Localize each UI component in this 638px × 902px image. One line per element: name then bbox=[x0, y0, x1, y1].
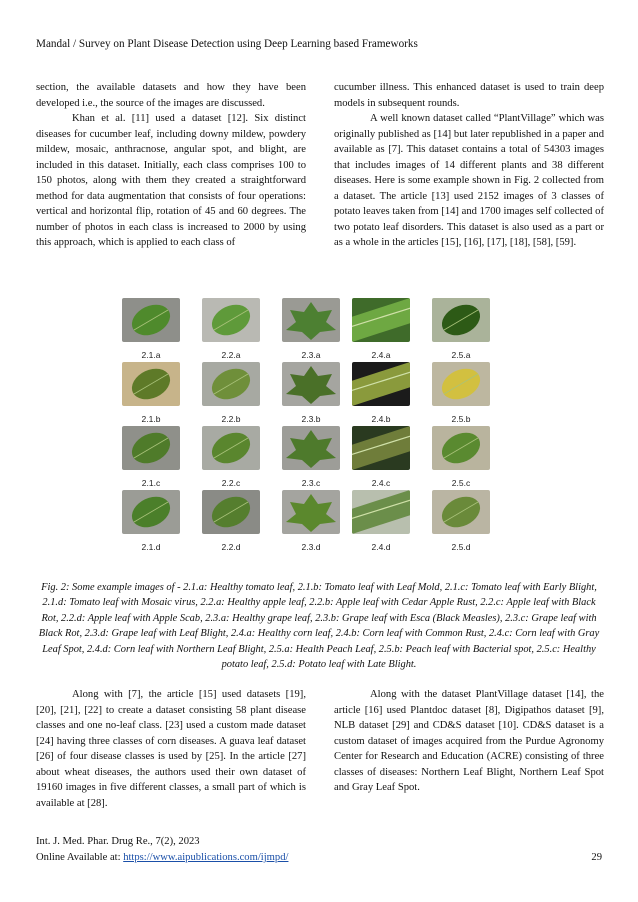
leaf-image-label: 2.4.b bbox=[371, 414, 391, 424]
footer-journal: Int. J. Med. Phar. Drug Re., 7(2), 2023 bbox=[36, 836, 200, 847]
leaf-image-label: 2.3.a bbox=[301, 350, 321, 360]
text-column-left-bottom bbox=[36, 687, 306, 811]
leaf-image bbox=[432, 490, 490, 534]
leaf-image-label: 2.4.a bbox=[371, 350, 391, 360]
leaf-image-label: 2.3.b bbox=[301, 414, 321, 424]
page-number: 29 bbox=[591, 852, 602, 863]
footer-online bbox=[36, 852, 288, 863]
leaf-image-label: 2.5.b bbox=[451, 414, 471, 424]
leaf-image bbox=[352, 490, 410, 534]
leaf-image-label: 2.5.a bbox=[451, 350, 471, 360]
leaf-image bbox=[432, 426, 490, 470]
leaf-image bbox=[352, 298, 410, 342]
leaf-image bbox=[282, 490, 340, 534]
running-header: Mandal / Survey on Plant Disease Detection using Deep Learning based Frameworks bbox=[36, 38, 418, 50]
leaf-image bbox=[352, 426, 410, 470]
leaf-image bbox=[202, 490, 260, 534]
paragraph: section, the available datasets and how they have been developed i.e., the source of the images are discussed. bbox=[36, 82, 306, 109]
leaf-image-label: 2.1.d bbox=[141, 542, 161, 552]
leaf-image-label: 2.2.a bbox=[221, 350, 241, 360]
leaf-image bbox=[122, 490, 180, 534]
paragraph: A well known dataset called “PlantVillage” which was originally published as [14] but later republished in a paper and available as [7]. This dataset contains a total of 54303 images that includes images of 14 different plants and 38 different diseases. Here is some example shown in Fig. 2 collected from a dataset. The article [13] used 2152 images of 3 classes of potato leaves taken from [14] and 1700 images self collected of two potato leaf disorders. This dataset is also used as a part or as a whole in the articles [15], [16], [17], [18], [58], [59]. bbox=[334, 113, 604, 248]
journal-link[interactable]: https://www.aipublications.com/ijmpd/ bbox=[123, 852, 289, 863]
text-column-right-top bbox=[334, 80, 604, 251]
leaf-image bbox=[282, 298, 340, 342]
leaf-image bbox=[282, 362, 340, 406]
footer-online-label: Online Available at: bbox=[36, 852, 121, 863]
leaf-image bbox=[202, 426, 260, 470]
leaf-image bbox=[352, 362, 410, 406]
leaf-image bbox=[122, 298, 180, 342]
leaf-image-label: 2.3.c bbox=[301, 478, 321, 488]
text-column-right-bottom bbox=[334, 687, 604, 796]
leaf-image bbox=[202, 362, 260, 406]
leaf-image bbox=[432, 362, 490, 406]
leaf-image-label: 2.1.a bbox=[141, 350, 161, 360]
leaf-image bbox=[282, 426, 340, 470]
leaf-image bbox=[122, 362, 180, 406]
leaf-image-label: 2.2.b bbox=[221, 414, 241, 424]
leaf-image bbox=[432, 298, 490, 342]
leaf-image-label: 2.1.b bbox=[141, 414, 161, 424]
paragraph: Along with [7], the article [15] used datasets [19], [20], [21], [22] to create a dataset consisting 58 plant disease classes and one no-leaf class. [23] used a custom made dataset [24] having three classes of corn diseases. A guava leaf dataset [26] of four disease classes is used by [25]. In the article [27] about wheat diseases, the authors used their own dataset of 19160 images in five different classes, a small part of which is available at [28]. bbox=[36, 689, 306, 809]
paragraph: Khan et al. [11] used a dataset [12]. Six distinct diseases for cucumber leaf, including downy mildew, powdery mildew, mosaic, anthracnose, angular spot, and blight, are included in this dataset. Initially, each class comprises 100 to 150 photos, along with them they created a straightforward method for data augmentation that consists of four operations: vertical and horizontal flip, rotation of 45 and 60 degrees. The number of photos in each class is increased to 2000 by using this approach, which is applied to each class of bbox=[36, 113, 306, 248]
leaf-image-label: 2.5.c bbox=[451, 478, 471, 488]
leaf-image-label: 2.1.c bbox=[141, 478, 161, 488]
leaf-image bbox=[122, 426, 180, 470]
paragraph: cucumber illness. This enhanced dataset is used to train deep models in subsequent rounds. bbox=[334, 82, 604, 109]
leaf-image-label: 2.4.c bbox=[371, 478, 391, 488]
text-column-left-top bbox=[36, 80, 306, 251]
leaf-image-label: 2.2.d bbox=[221, 542, 241, 552]
figure-leaf-grid bbox=[110, 296, 530, 558]
leaf-image-label: 2.3.d bbox=[301, 542, 321, 552]
leaf-image-label: 2.5.d bbox=[451, 542, 471, 552]
leaf-image-label: 2.4.d bbox=[371, 542, 391, 552]
leaf-image-label: 2.2.c bbox=[221, 478, 241, 488]
leaf-image bbox=[202, 298, 260, 342]
figure-caption: Fig. 2: Some example images of - 2.1.a: Healthy tomato leaf, 2.1.b: Tomato leaf with Leaf Mold, 2.1.c: Tomato leaf with Early Blight, 2.1.d: Tomato leaf with Mosaic virus, 2.2.a: Healthy apple leaf, 2.2.b: Apple leaf with Cedar Apple Rust, 2.2.c: Apple leaf with Black Rot, 2.2.d: Apple leaf with Apple Scab, 2.3.a: Healthy grape leaf, 2.3.b: Grape leaf with Esca (Black Measles), 2.3.c: Grape leaf with Black Rot, 2.3.d: Grape leaf with Leaf Blight, 2.4.a: Healthy corn leaf, 2.4.b: Corn leaf with Common Rust, 2.4.c: Corn leaf with Gray Leaf Spot, 2.4.d: Corn leaf with Northern Leaf Blight, 2.5.a: Health Peach Leaf, 2.5.b: Peach leaf with Bacterial spot, 2.5.c: Healthy potato leaf, 2.5.d: Potato leaf with Late Blight. bbox=[38, 582, 600, 671]
paragraph: Along with the dataset PlantVillage dataset [14], the article [16] used Plantdoc dataset [8], Digipathos dataset [9], NLB dataset [29] and CD&S dataset [10]. CD&S dataset is a custom dataset of images acquired from the Purdue Agronomy Center for Research and Education (ACRE) consisting of three classes of diseases: Northern Leaf Blight, Northern Leaf Spot and Gray Leaf Spot. bbox=[334, 689, 604, 793]
